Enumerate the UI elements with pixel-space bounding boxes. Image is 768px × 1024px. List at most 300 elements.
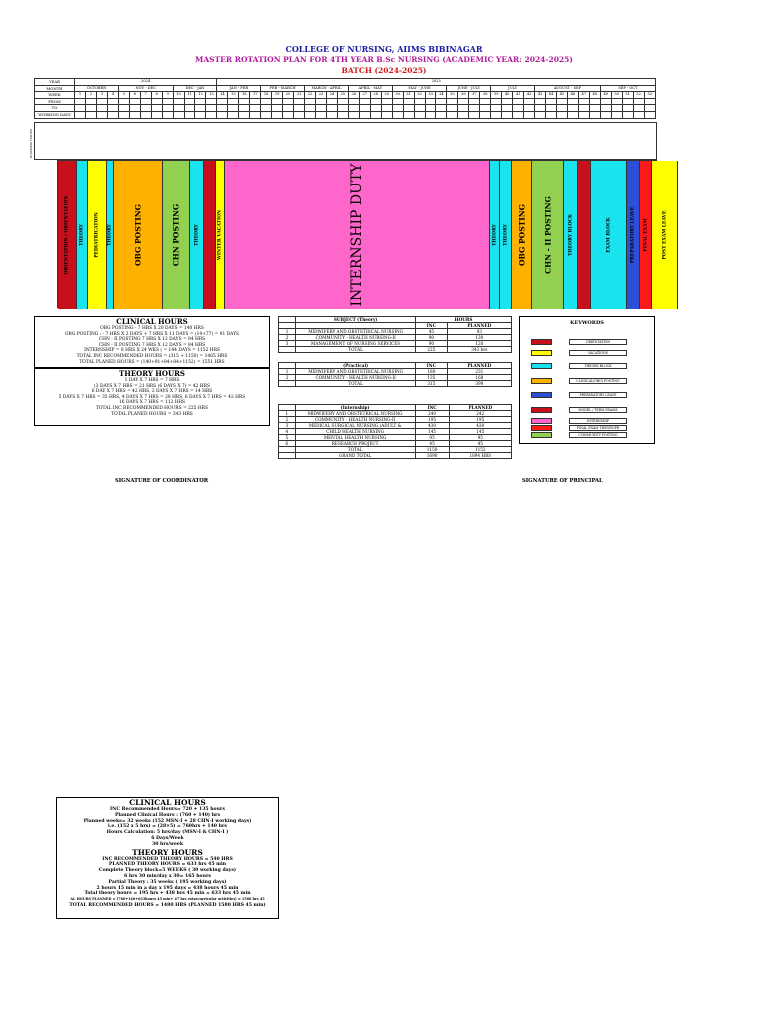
keyword-swatch (531, 378, 552, 384)
row-subject-cell: COMMUNITY - HEALTH NURSING-II (296, 375, 416, 381)
text-line: 6 Days/Week (151, 835, 184, 841)
rotation-band (57, 160, 667, 308)
working-days-cell (206, 111, 217, 118)
date-from-cell (403, 98, 414, 105)
date-from-cell (348, 98, 359, 105)
grid-row-label: YEAR (35, 79, 75, 86)
row-no-cell: 6 (279, 441, 296, 447)
date-to-cell (326, 105, 337, 112)
row-subject-cell: COMMUNITY - HEALTH NURSING-II (295, 417, 415, 423)
rotation-block (591, 161, 627, 309)
date-to-cell (239, 105, 250, 112)
date-from-cell (140, 98, 151, 105)
date-to-cell (491, 105, 502, 112)
date-to-cell (206, 105, 217, 112)
working-days-cell (173, 111, 184, 118)
date-from-cell (305, 98, 316, 105)
working-days-cell (294, 111, 305, 118)
date-from-cell (622, 98, 633, 105)
month-cell: MAY - JUNE (392, 85, 447, 92)
date-to-cell (458, 105, 469, 112)
row-planned-cell: 242 (449, 411, 511, 417)
rotation-block (627, 161, 640, 309)
row-no-cell: 2 (279, 375, 296, 381)
text-line: Complete Theory block=5 WEEKS ( 30 working days) (98, 868, 237, 874)
date-from-cell (578, 98, 589, 105)
week-cell: 16 (239, 92, 250, 99)
keyword-swatch (531, 432, 552, 438)
week-cell: 5 (118, 92, 129, 99)
header-planned-cell: PLANNED (449, 405, 511, 411)
row-subject-cell: MENTAL HEALTH NURSING (295, 435, 415, 441)
table-grand-total-row (279, 453, 512, 459)
grid-row-label: WEEK (35, 92, 75, 99)
row-subject-cell: MIDWIFERY AND OBSTETRICAL NURSING (296, 369, 416, 375)
date-to-cell (480, 105, 491, 112)
summary-clinical-title: CLINICAL HOURS (129, 798, 206, 807)
date-to-cell (217, 105, 228, 112)
header-inc-cell: INC (416, 323, 448, 329)
month-cell: APRIL - MAY (348, 85, 392, 92)
rotation-block-label: THEORY (492, 224, 497, 246)
text-line: TOTAL PLANED HOURS = (140+91+84+84+1152) = 1551 HRS (79, 359, 225, 365)
keywords-title: KEYWORDS (570, 320, 604, 326)
date-to-cell (392, 105, 403, 112)
rotation-block (532, 161, 564, 309)
header-planned-cell: PLANNED (447, 363, 511, 369)
working-days-cell (633, 111, 644, 118)
principal-signature: SIGNATURE OF PRINCIPAL (522, 478, 603, 484)
week-cell: 9 (162, 92, 173, 99)
header-hours-cell: HOURS (416, 317, 512, 323)
row-inc-cell: 90 (416, 341, 448, 347)
rotation-block (204, 161, 216, 309)
week-cell: 1 (75, 92, 86, 99)
date-from-cell (162, 98, 173, 105)
date-from-cell (206, 98, 217, 105)
date-to-cell (184, 105, 195, 112)
working-days-cell (436, 111, 447, 118)
total-label-cell: TOTAL (296, 381, 416, 387)
week-cell: 38 (480, 92, 491, 99)
date-to-cell (129, 105, 140, 112)
week-cell: 24 (326, 92, 337, 99)
rotation-block-label: FINAL EXAM (643, 218, 648, 252)
week-cell: 2 (85, 92, 96, 99)
date-from-cell (469, 98, 480, 105)
row-no-cell: 1 (279, 329, 296, 335)
working-days-cell (96, 111, 107, 118)
date-from-cell (294, 98, 305, 105)
rotation-block (490, 161, 500, 309)
row-subject-cell: MIDWIFERY AND OBSTETRICAL NURSING (296, 329, 416, 335)
date-from-cell (556, 98, 567, 105)
keyword-label: ORIENTATION (569, 339, 627, 345)
table-row (279, 423, 512, 429)
total-planned-cell: 343 hrs (447, 347, 511, 353)
week-cell: 53 (644, 92, 655, 99)
date-from-cell (272, 98, 283, 105)
rotation-block-label: PREPARATORY LEAVE (630, 206, 636, 264)
date-to-cell (261, 105, 272, 112)
working-days-cell (458, 111, 469, 118)
working-days-cell (381, 111, 392, 118)
week-cell: 7 (140, 92, 151, 99)
keyword-item (531, 339, 627, 345)
keyword-item (531, 363, 627, 369)
grid-row (35, 98, 656, 105)
date-from-cell (502, 98, 513, 105)
working-days-cell (184, 111, 195, 118)
date-to-cell (447, 105, 458, 112)
working-days-cell (261, 111, 272, 118)
header-subject-cell: (Internship) (295, 405, 415, 411)
week-cell: 4 (107, 92, 118, 99)
week-cell: 19 (272, 92, 283, 99)
text-line: OBG POSTING : - 7 HRS X 2 DAYS + 7 HRS X 11 DAYS = (14+77) = 91 DAYS (64, 331, 240, 337)
date-to-cell (173, 105, 184, 112)
keyword-label: INTERNSHIP (569, 418, 627, 424)
date-to-cell (644, 105, 655, 112)
week-cell: 30 (392, 92, 403, 99)
working-days-cell (217, 111, 228, 118)
date-to-cell (469, 105, 480, 112)
week-cell: 39 (491, 92, 502, 99)
rotation-block-label: CHN - II POSTING (543, 196, 552, 274)
date-to-cell (151, 105, 162, 112)
date-to-cell (381, 105, 392, 112)
rotation-block (512, 161, 532, 309)
working-days-cell (107, 111, 118, 118)
rotation-block-label: CHN POSTING (171, 203, 181, 267)
theory-hours-title: THEORY HOURS (119, 369, 185, 378)
row-planned-cell: 430 (449, 423, 511, 429)
working-days-cell (195, 111, 206, 118)
keyword-item (531, 407, 627, 413)
working-days-cell (239, 111, 250, 118)
keyword-label: VACATIONS (569, 350, 627, 356)
date-to-cell (305, 105, 316, 112)
table-row (279, 411, 512, 417)
grid-row-label: FROM (35, 98, 75, 105)
date-from-cell (326, 98, 337, 105)
date-to-cell (315, 105, 326, 112)
working-days-cell (403, 111, 414, 118)
keyword-swatch (531, 425, 552, 431)
working-days-cell (228, 111, 239, 118)
total-planned-cell: 1152 (449, 447, 511, 453)
working-days-cell (348, 111, 359, 118)
text-line: INTERNSHIP = 8 HRS X 24 WKS ( = 144 DAYS = 1152 HRS (84, 348, 220, 354)
row-no-cell: 3 (279, 423, 296, 429)
date-from-cell (545, 98, 556, 105)
date-from-cell (129, 98, 140, 105)
working-hours-label: WORKING HOURS (29, 129, 33, 159)
date-from-cell (381, 98, 392, 105)
week-cell: 18 (261, 92, 272, 99)
working-days-cell (600, 111, 611, 118)
row-no-cell (279, 381, 296, 387)
text-line: 6 DAY X 7 HRS = 42 HRS, 2 DAYS X 7 HRS = 14 HRS (91, 389, 213, 395)
date-from-cell (96, 98, 107, 105)
working-days-cell (513, 111, 524, 118)
week-cell: 25 (337, 92, 348, 99)
rotation-block (77, 161, 88, 309)
row-inc-cell: 145 (415, 429, 449, 435)
working-days-cell (162, 111, 173, 118)
table-row (279, 369, 512, 375)
date-from-cell (75, 98, 86, 105)
date-from-cell (513, 98, 524, 105)
working-days-cell (535, 111, 546, 118)
header-subject-cell: SUBJECT (Theory) (296, 317, 416, 323)
row-subject-cell: RESEARCH PROJECT (295, 441, 415, 447)
keyword-item (531, 350, 627, 356)
text-line: Partial Theory : 35 weeks ( 195 working days) (108, 879, 227, 885)
working-days-cell (567, 111, 578, 118)
date-to-cell (556, 105, 567, 112)
rotation-block-label: THEORY (194, 224, 199, 246)
date-from-cell (337, 98, 348, 105)
row-no-cell (279, 347, 296, 353)
row-no-cell: 2 (279, 335, 296, 341)
date-to-cell (118, 105, 129, 112)
week-cell: 47 (578, 92, 589, 99)
keyword-item (531, 378, 627, 384)
row-inc-cell: 135 (416, 375, 448, 381)
working-hours-row (29, 122, 657, 160)
grid-row (35, 105, 656, 112)
keyword-swatch (531, 350, 552, 356)
row-subject-cell: MIDWIFERY AND OBSTETRICAL NURSING (295, 411, 415, 417)
working-days-cell (425, 111, 436, 118)
grand-inc-cell: 1690 (415, 453, 449, 459)
week-cell: 50 (611, 92, 622, 99)
date-to-cell (600, 105, 611, 112)
row-planned-cell: 231 (447, 369, 511, 375)
month-cell: NOV - DEC (118, 85, 173, 92)
row-no-cell: 1 (279, 369, 296, 375)
date-from-cell (447, 98, 458, 105)
keyword-item (531, 418, 627, 424)
working-days-cell (85, 111, 96, 118)
working-days-cell (447, 111, 458, 118)
working-days-cell (502, 111, 513, 118)
rotation-block-label: ORIENTATION / ORIENTATION (64, 195, 70, 275)
grid-row-label: TO (35, 105, 75, 112)
working-days-cell (305, 111, 316, 118)
row-subject-cell: COMMUNITY - HEALTH NURSING-II (296, 335, 416, 341)
working-days-cell (315, 111, 326, 118)
date-from-cell (195, 98, 206, 105)
header-inc-cell: INC (416, 363, 448, 369)
header-planned-cell: PLANNED (447, 323, 511, 329)
working-days-cell (556, 111, 567, 118)
total-inc-cell: 315 (416, 381, 448, 387)
date-from-cell (315, 98, 326, 105)
week-cell: 3 (96, 92, 107, 99)
date-to-cell (633, 105, 644, 112)
keyword-swatch (531, 339, 552, 345)
row-subject-cell: MEDICAL SURGICAL NURSING (ADULT & (295, 423, 415, 429)
text-line: PLANNED THEORY HOURS = 633 hrs 45 min (108, 862, 227, 868)
week-cell: 17 (250, 92, 261, 99)
date-from-cell (228, 98, 239, 105)
text-line: INC RECOMMENDED THEORY HOURS = 540 HRS (102, 856, 233, 862)
date-from-cell (217, 98, 228, 105)
keyword-label: PREPARATORY LEAVE (569, 392, 627, 398)
working-days-cell (644, 111, 655, 118)
working-days-cell (75, 111, 86, 118)
week-cell: 34 (436, 92, 447, 99)
keyword-label: MODEL / TERM EXAMS (569, 407, 627, 413)
summary-theory-title: THEORY HOURS (132, 847, 203, 857)
week-cell: 45 (556, 92, 567, 99)
header-inc-cell: INC (415, 405, 449, 411)
year-cell: 2025 (217, 79, 656, 86)
theory-hours-box (34, 368, 270, 426)
keyword-item (531, 425, 627, 431)
date-from-cell (458, 98, 469, 105)
date-to-cell (85, 105, 96, 112)
week-cell: 12 (195, 92, 206, 99)
month-cell: JUNE - JULY (447, 85, 491, 92)
row-planned-cell: 168 (447, 375, 511, 381)
text-line: 5 DAYS X 7 HRS = 35 HRS, 4 DAYS X 7 HRS = 28 HRS, 6 DAYS X 7 HRS = 42 HRS (58, 394, 246, 400)
date-to-cell (589, 105, 600, 112)
week-cell: 35 (447, 92, 458, 99)
row-no-cell: 1 (279, 411, 296, 417)
date-to-cell (622, 105, 633, 112)
text-line: Hours Calculation: 5 hrs/day (MSN-I & CHN-I ) (106, 830, 229, 836)
week-cell: 33 (425, 92, 436, 99)
keyword-swatch (531, 392, 552, 398)
week-cell: 8 (151, 92, 162, 99)
date-from-cell (600, 98, 611, 105)
date-to-cell (578, 105, 589, 112)
row-planned-cell: 95 (449, 435, 511, 441)
text-line: Planned weeks= 32 weeks (152 MSN-I + 28 CHN-I working days) (83, 818, 252, 824)
week-cell: 44 (545, 92, 556, 99)
month-cell: FEB - MARCH (261, 85, 305, 92)
working-days-cell (469, 111, 480, 118)
keyword-swatch (531, 418, 552, 424)
date-to-cell (162, 105, 173, 112)
rotation-block (578, 161, 591, 309)
grand-label-cell: GRAND TOTAL (295, 453, 415, 459)
rotation-block (640, 161, 652, 309)
date-from-cell (414, 98, 425, 105)
theory-subjects-table (278, 316, 512, 353)
row-planned-cell: 145 (449, 429, 511, 435)
date-to-cell (96, 105, 107, 112)
college-title: COLLEGE OF NURSING, AIIMS BIBINAGAR (285, 44, 483, 54)
working-days-cell (611, 111, 622, 118)
batch-title: BATCH (2024-2025) (341, 66, 427, 75)
rotation-block (225, 161, 490, 309)
date-from-cell (173, 98, 184, 105)
working-days-cell (370, 111, 381, 118)
year-cell: 2024 (75, 79, 217, 86)
date-to-cell (545, 105, 556, 112)
text-line: CHN - II POSTING 7 HRS X 12 DAYS = 84 HRS (98, 337, 206, 343)
rotation-block-label: PEDIATRICATION (94, 212, 100, 258)
date-from-cell (283, 98, 294, 105)
row-inc-cell: 195 (415, 417, 449, 423)
week-cell: 6 (129, 92, 140, 99)
working-days-cell (578, 111, 589, 118)
working-days-cell (140, 111, 151, 118)
row-subject-cell: CHILD HEALTH NURSING (295, 429, 415, 435)
date-to-cell (283, 105, 294, 112)
date-from-cell (611, 98, 622, 105)
practical-subjects-table (278, 362, 512, 387)
date-to-cell (250, 105, 261, 112)
date-to-cell (107, 105, 118, 112)
week-cell: 28 (370, 92, 381, 99)
week-cell: 11 (184, 92, 195, 99)
working-days-cell (337, 111, 348, 118)
rotation-block (58, 161, 77, 309)
week-cell: 42 (524, 92, 535, 99)
working-days-cell (359, 111, 370, 118)
total-inc-cell: 1150 (415, 447, 449, 453)
date-from-cell (425, 98, 436, 105)
grid-row (35, 79, 656, 86)
keyword-label: THEORY BLOCK (569, 363, 627, 369)
date-to-cell (294, 105, 305, 112)
week-cell: 15 (228, 92, 239, 99)
rotation-block (652, 161, 678, 309)
keyword-label: CLINICAL(OBG) POSTING (569, 378, 627, 384)
date-to-cell (195, 105, 206, 112)
date-from-cell (85, 98, 96, 105)
row-inc-cell: 180 (416, 369, 448, 375)
date-to-cell (272, 105, 283, 112)
date-from-cell (491, 98, 502, 105)
grid-row-label: MONTH (35, 85, 75, 92)
text-line: TOTAL INC RECOMMENDED HOURS = 225 HRS (95, 405, 208, 411)
text-line: AL HOURS PLANNED = (760+140+633hours 45 min+ 47 hrs extracurricular activities) = 1580 hrs 45 (70, 897, 265, 902)
internship-subjects-table (278, 404, 512, 459)
week-cell: 10 (173, 92, 184, 99)
working-days-cell (151, 111, 162, 118)
date-from-cell (589, 98, 600, 105)
hours-summary-box (56, 797, 279, 919)
date-from-cell (107, 98, 118, 105)
date-from-cell (370, 98, 381, 105)
rotation-block-label: OBG POSTING (133, 204, 143, 266)
total-planned-cell: 399 (447, 381, 511, 387)
week-cell: 49 (600, 92, 611, 99)
working-days-cell (283, 111, 294, 118)
clinical-hours-title: CLINICAL HOURS (116, 317, 188, 326)
date-to-cell (414, 105, 425, 112)
week-cell: 27 (359, 92, 370, 99)
row-planned-cell: 93 (447, 329, 511, 335)
grid-row (35, 85, 656, 92)
coordinator-signature: SIGNATURE OF COORDINATOR (115, 478, 209, 484)
date-to-cell (535, 105, 546, 112)
date-from-cell (392, 98, 403, 105)
text-line: TOTAL PLANED HOURS = 343 HRS (111, 411, 193, 417)
text-line: 6 hrs 30 min/day x 30= 165 hours (124, 873, 211, 879)
keyword-swatch (531, 407, 552, 413)
keyword-swatch (531, 363, 552, 369)
date-from-cell (480, 98, 491, 105)
week-cell: 26 (348, 92, 359, 99)
rotation-block-label: THEORY (79, 224, 85, 246)
